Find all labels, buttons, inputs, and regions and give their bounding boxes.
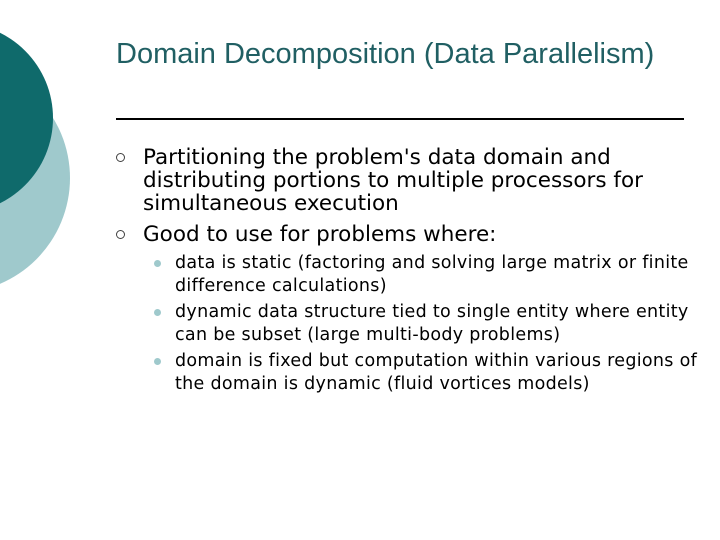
sub-bullet-item	[175, 350, 706, 396]
bullet-item	[116, 223, 706, 396]
hollow-circle-bullet-icon	[116, 153, 125, 162]
sub-bullet-item	[175, 252, 706, 298]
slide-title: Domain Decomposition (Data Parallelism)	[116, 38, 655, 70]
hollow-circle-bullet-icon	[116, 230, 125, 239]
title-divider	[116, 118, 684, 120]
bullet-text: Partitioning the problem's data domain and distributing portions to multiple processors for simultaneous execution	[143, 145, 643, 216]
filled-circle-bullet-icon	[154, 260, 161, 267]
sub-bullet-text: dynamic data structure tied to single entity where entity can be subset (large multi-body problems)	[175, 302, 689, 345]
sub-bullet-list	[143, 252, 706, 396]
filled-circle-bullet-icon	[154, 358, 161, 365]
sub-bullet-item	[175, 301, 706, 347]
sub-bullet-text: domain is fixed but computation within various regions of the domain is dynamic (fluid vortices models)	[175, 351, 698, 394]
bullet-item	[116, 146, 706, 215]
decorative-circles	[0, 0, 120, 300]
bullet-list	[116, 146, 706, 404]
filled-circle-bullet-icon	[154, 309, 161, 316]
bullet-text: Good to use for problems where:	[143, 222, 497, 247]
sub-bullet-text: data is static (factoring and solving large matrix or finite difference calculations)	[175, 253, 689, 296]
